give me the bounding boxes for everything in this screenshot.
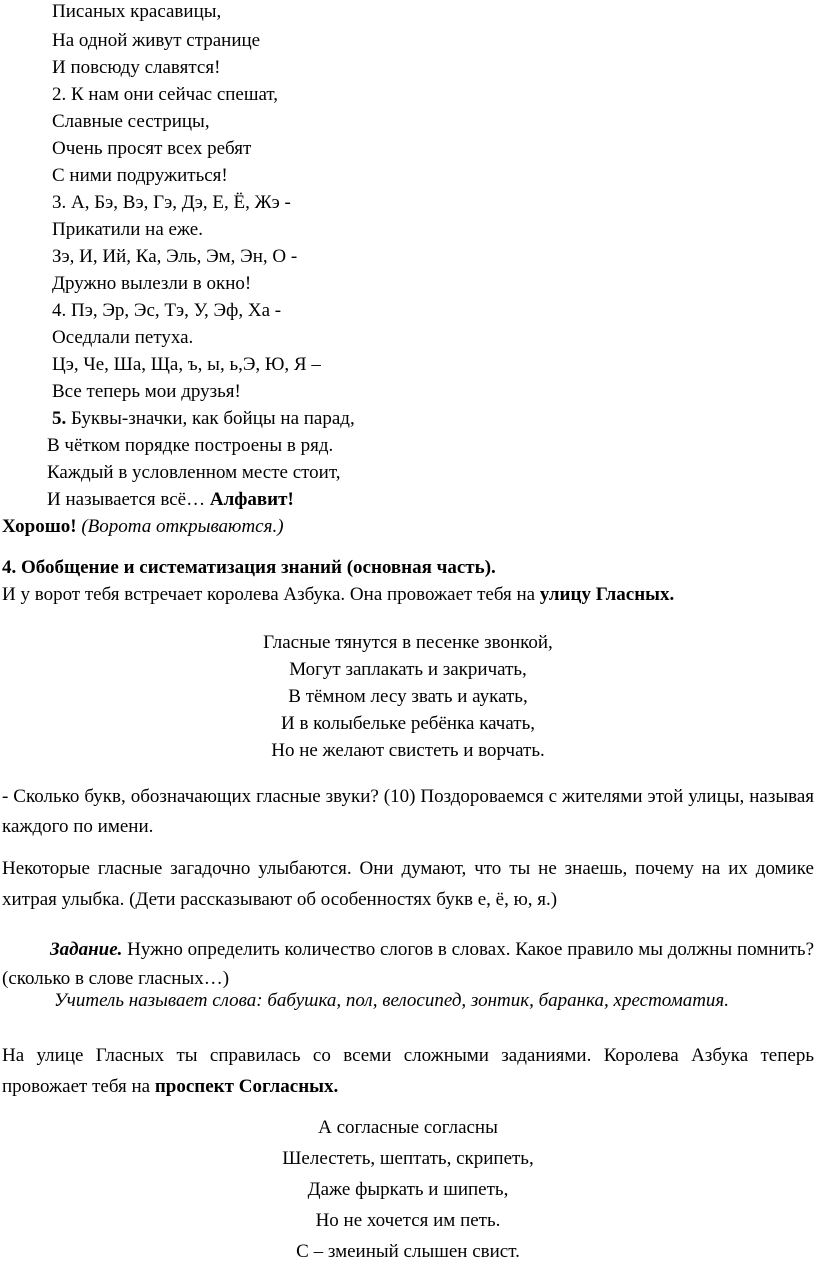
verse5-line1: 5. Буквы-значки, как бойцы на парад, xyxy=(52,408,355,429)
poem-line: Писаных красавицы, xyxy=(52,1,222,22)
teacher-paragraph: Учитель называет слова: бабушка, пол, велосипед, зонтик, баранка, хрестоматия. xyxy=(54,990,729,1011)
verse-number: 5. xyxy=(52,408,67,429)
consonant-poem-line: Даже фыркать и шипеть, xyxy=(307,1179,509,1200)
verse5-line2: В чётком порядке построены в ряд. xyxy=(47,435,334,456)
vowel-poem-line: И в колыбельке ребёнка качать, xyxy=(280,713,536,734)
verse5-line3: Каждый в условленном месте стоит, xyxy=(47,462,341,483)
consonant-poem-line: Но не хочется им петь. xyxy=(315,1210,501,1231)
good-line: Хорошо! (Ворота открываются.) xyxy=(2,516,284,537)
vowel-poem-line: В тёмном лесу звать и аукать, xyxy=(288,686,528,707)
vowel-poem-line: Но не желают свистеть и ворчать. xyxy=(271,740,545,761)
section-intro: И у ворот тебя встречает королева Азбука. Она провожает тебя на улицу Гласных. xyxy=(2,584,675,605)
poem-line: Все теперь мои друзья! xyxy=(52,381,241,402)
consonant-poem-line: Шелестеть, шептать, скрипеть, xyxy=(282,1148,534,1169)
mystery-paragraph: Некоторые гласные загадочно улыбаются. Они думают, что ты не знаешь, почему на их домике хитрая улыбка. (Дети рассказывают об особенностях букв е, ё, ю, я.) xyxy=(2,858,814,910)
poem-line: На одной живут странице xyxy=(52,30,261,51)
poem-line: 3. А, Бэ, Вэ, Гэ, Дэ, Е, Ё, Жэ - xyxy=(52,192,291,213)
section-heading: 4. Обобщение и систематизация знаний (основная часть). xyxy=(2,557,496,578)
poem-line: И повсюду славятся! xyxy=(52,57,221,78)
task-label: Задание. xyxy=(50,939,123,960)
poem-line: 4. Пэ, Эр, Эс, Тэ, У, Эф, Ха - xyxy=(52,300,282,321)
poem-line: Дружно вылезли в окно! xyxy=(52,273,252,294)
poem-line: С ними подружиться! xyxy=(52,165,228,186)
poem-line: Зэ, И, Ий, Ка, Эль, Эм, Эн, О - xyxy=(52,246,298,267)
consonant-poem-line: А согласные согласны xyxy=(318,1117,498,1138)
consonants-paragraph: На улице Гласных ты справилась со всеми сложными заданиями. Королева Азбука теперь провожает тебя на проспект Согласных. xyxy=(2,1045,814,1097)
vowel-poem-line: Гласные тянутся в песенке звонкой, xyxy=(263,632,553,653)
task-paragraph: Задание. Нужно определить количество слогов в словах. Какое правило мы должны помнить? (сколько в слове гласных…) xyxy=(2,939,815,989)
poem-line: Очень просят всех ребят xyxy=(52,138,252,159)
poem-line: 2. К нам они сейчас спешат, xyxy=(52,84,279,105)
poem-line: Прикатили на еже. xyxy=(52,219,203,240)
question-paragraph: - Сколько букв, обозначающих гласные звуки? (10) Поздороваемся с жителями этой улицы, называя каждого по имени. xyxy=(2,786,814,837)
poem-line: Оседлали петуха. xyxy=(52,327,194,348)
poem-line: Цэ, Че, Ша, Ща, ъ, ы, ь,Э, Ю, Я – xyxy=(52,354,321,375)
poem-line: Славные сестрицы, xyxy=(52,111,210,132)
vowel-poem-line: Могут заплакать и закричать, xyxy=(289,659,527,680)
verse5-line4: И называется всё… Алфавит! xyxy=(47,489,294,510)
consonant-poem-line: С – змеиный слышен свист. xyxy=(296,1241,520,1262)
